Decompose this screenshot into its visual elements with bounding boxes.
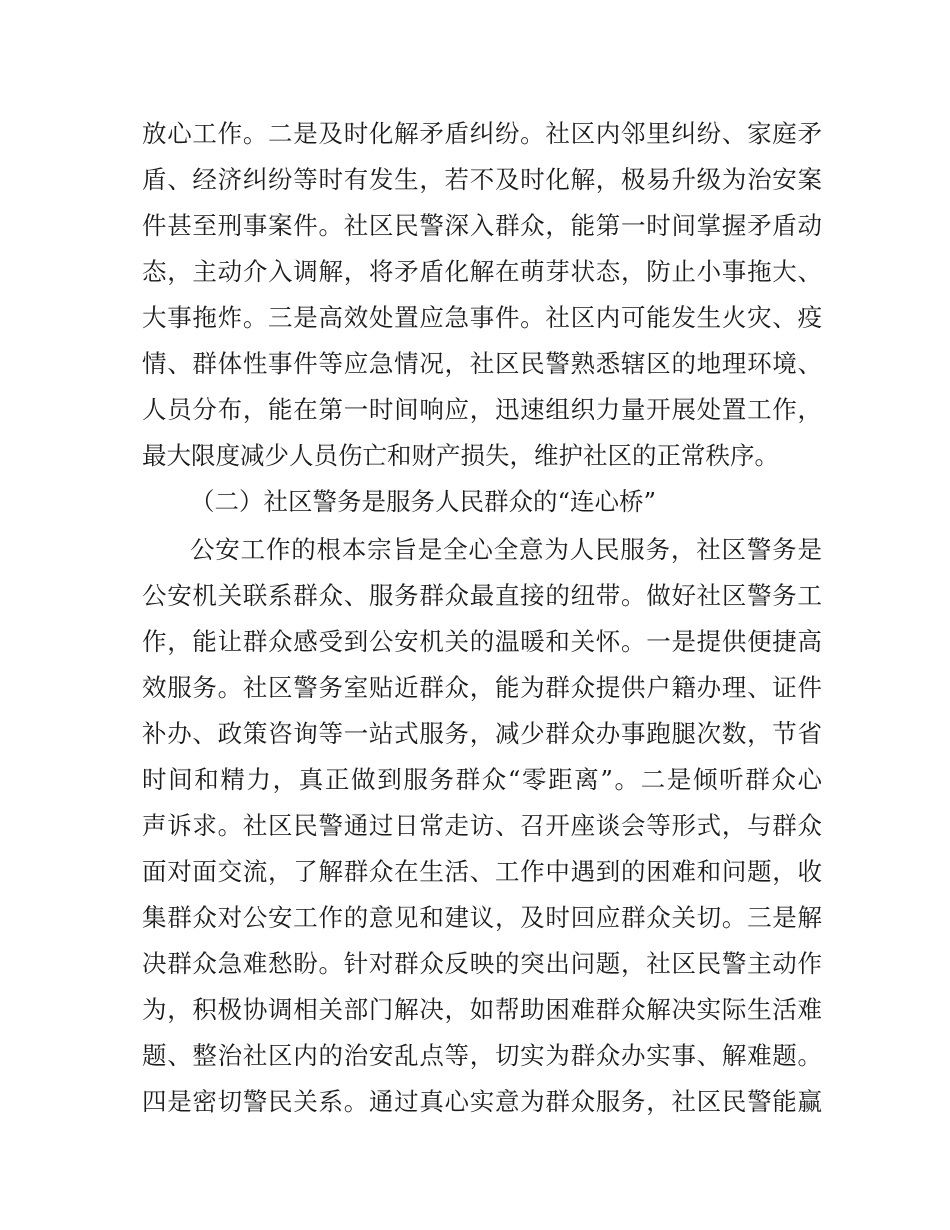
- paragraph-line: 人员分布，能在第一时间响应，迅速组织力量开展处置工作，: [142, 395, 822, 424]
- paragraph-line: 最大限度减少人员伤亡和财产损失，维护社区的正常秩序。: [142, 441, 779, 470]
- paragraph-line: 公安机关联系群众、服务群众最直接的纽带。做好社区警务工: [142, 581, 822, 610]
- section-heading: （二）社区警务是服务人民群众的“连心桥”: [190, 487, 657, 516]
- paragraph-line: 作，能让群众感受到公安机关的温暖和关怀。一是提供便捷高: [142, 627, 822, 656]
- paragraph-line: 四是密切警民关系。通过真心实意为群众服务，社区民警能赢: [142, 1087, 822, 1116]
- paragraph-line: 态，主动介入调解，将矛盾化解在萌芽状态，防止小事拖大、: [142, 257, 822, 286]
- paragraph-line: 公安工作的根本宗旨是全心全意为人民服务，社区警务是: [190, 535, 822, 564]
- paragraph-line: 面对面交流，了解群众在生活、工作中遇到的困难和问题，收: [142, 857, 822, 886]
- paragraph-line: 大事拖炸。三是高效处置应急事件。社区内可能发生火灾、疫: [142, 303, 822, 332]
- paragraph-line: 声诉求。社区民警通过日常走访、召开座谈会等形式，与群众: [142, 811, 822, 840]
- paragraph-line: 效服务。社区警务室贴近群众，能为群众提供户籍办理、证件: [142, 673, 822, 702]
- paragraph-line: 时间和精力，真正做到服务群众“零距离”。二是倾听群众心: [142, 765, 822, 794]
- paragraph-line: 盾、经济纠纷等时有发生，若不及时化解，极易升级为治安案: [142, 165, 822, 194]
- paragraph-line: 集群众对公安工作的意见和建议，及时回应群众关切。三是解: [142, 903, 822, 932]
- paragraph-line: 题、整治社区内的治安乱点等，切实为群众办实事、解难题。: [142, 1041, 822, 1070]
- paragraph-line: 情、群体性事件等应急情况，社区民警熟悉辖区的地理环境、: [142, 349, 822, 378]
- paragraph-line: 补办、政策咨询等一站式服务，减少群众办事跑腿次数，节省: [142, 719, 822, 748]
- paragraph-line: 决群众急难愁盼。针对群众反映的突出问题，社区民警主动作: [142, 949, 822, 978]
- paragraph-line: 放心工作。二是及时化解矛盾纠纷。社区内邻里纠纷、家庭矛: [142, 119, 822, 148]
- paragraph-line: 为，积极协调相关部门解决，如帮助困难群众解决实际生活难: [142, 995, 822, 1024]
- paragraph-line: 件甚至刑事案件。社区民警深入群众，能第一时间掌握矛盾动: [142, 211, 822, 240]
